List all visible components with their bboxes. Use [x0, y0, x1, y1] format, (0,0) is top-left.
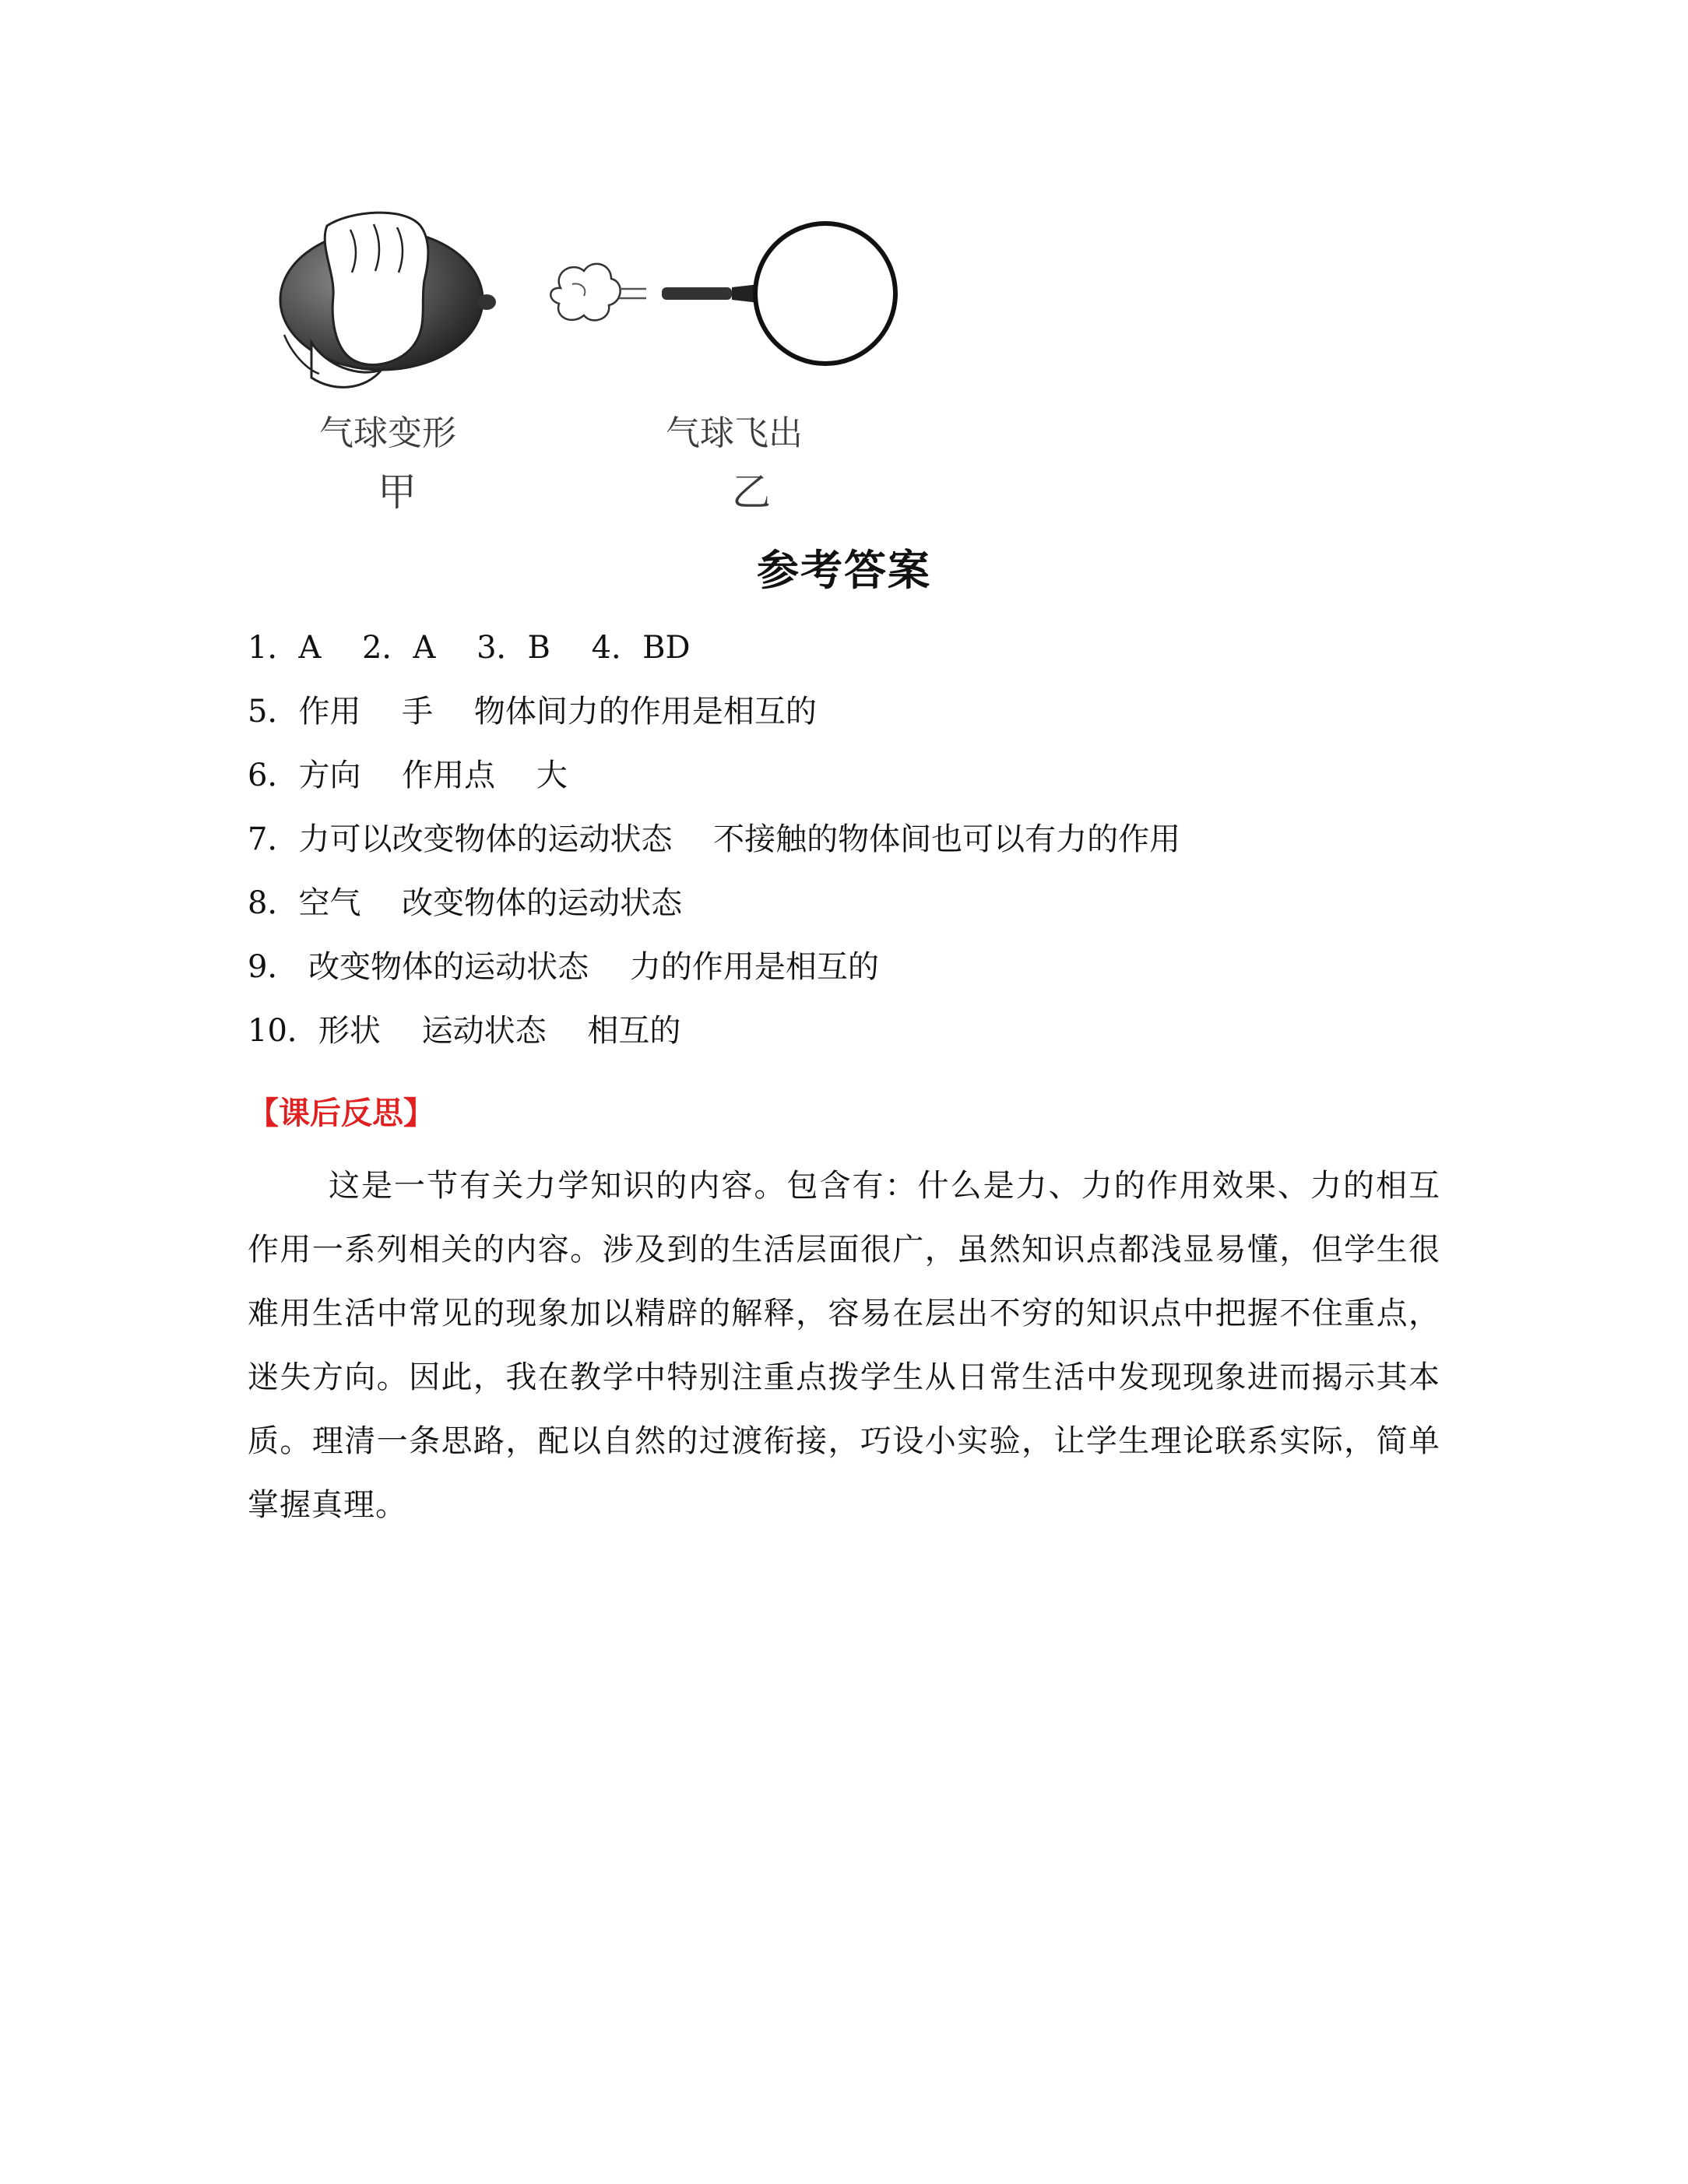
- balloon-figure: [265, 210, 903, 522]
- answer-line-2: 5．作用 手 物体间力的作用是相互的: [248, 694, 817, 730]
- reflection-paragraph: 这是一节有关力学知识的内容。包含有：什么是力、力的作用效果、力的相互作用一系列相关的内容。涉及到的生活层面很广，虽然知识点都浅显易懂，但学生很难用生活中常见的现象加以精辟的解释，容易在层出不穷的知识点中把握不住重点，迷失方向。因此，我在教学中特别注重点拨学生从日常生活中发现现象进而揭示其本质。理清一条思路，配以自然的过渡衔接，巧设小实验，让学生理论联系实际，简单掌握真理。: [248, 1168, 1440, 1523]
- answer-line-5: 8．空气 改变物体的运动状态: [248, 885, 683, 921]
- answer-line-6: 9． 改变物体的运动状态 力的作用是相互的: [248, 949, 879, 985]
- page-title: 参考答案: [757, 546, 931, 595]
- right-figure-label: 乙: [732, 470, 771, 515]
- answer-line-3: 6．方向 作用点 大: [248, 758, 568, 793]
- squeezed-balloon-drawing: [280, 213, 496, 387]
- answer-line-1: 1．A 2．A 3．B 4．BD: [248, 630, 691, 666]
- right-figure-caption: 气球飞出: [666, 413, 803, 453]
- reflection-heading: 【课后反思】: [248, 1096, 434, 1131]
- left-figure-caption: 气球变形: [319, 413, 456, 453]
- answer-line-7: 10．形状 运动状态 相互的: [248, 1013, 681, 1049]
- flying-balloon-drawing: [550, 223, 895, 364]
- left-figure-label: 甲: [378, 470, 417, 515]
- balloon-illustration: [265, 210, 903, 428]
- answer-line-4: 7．力可以改变物体的运动状态 不接触的物体间也可以有力的作用: [248, 821, 1181, 857]
